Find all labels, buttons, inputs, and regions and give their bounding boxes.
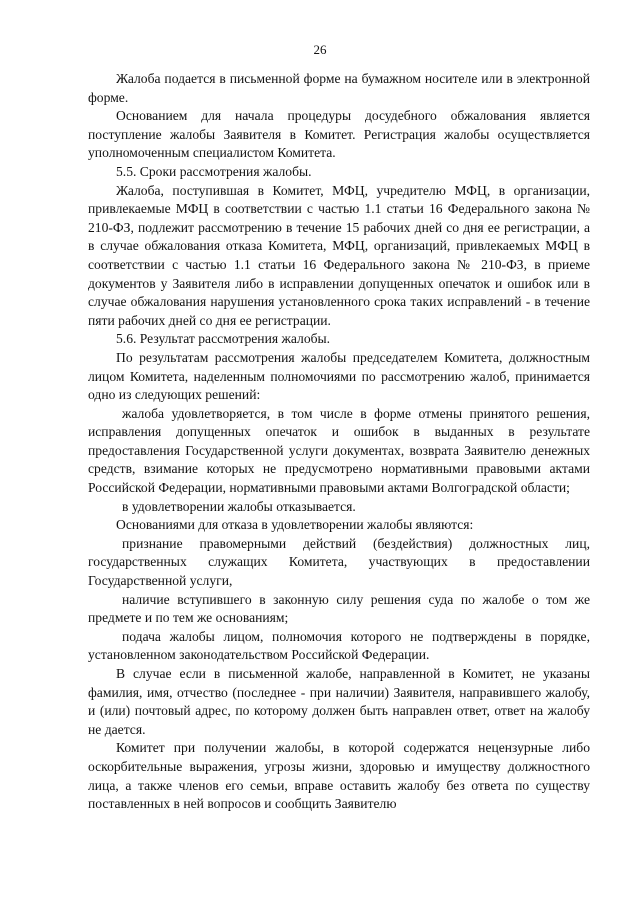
section-heading: 5.6. Результат рассмотрения жалобы.	[116, 331, 331, 347]
paragraph: жалоба удовлетворяется, в том числе в форме отмены принятого решения, исправления допущенных опечаток и ошибок в выданных в результате предоставления Государственной услуги документах, возврата Заявителю денежных средств, взимание которых не предусмотрено нормативными правовыми актами Российской Федерации, нормативными правовыми актами Волгоградской области;	[88, 405, 590, 496]
page-number: 26	[313, 42, 327, 57]
paragraph: в удовлетворении жалобы отказывается.	[122, 498, 356, 514]
paragraph: Основанием для начала процедуры досудебного обжалования является поступление жалобы Заявителя в Комитет. Регистрация жалобы осуществляется уполномоченным специалистом Комитета.	[88, 108, 590, 161]
paragraph: Жалоба подается в письменной форме на бумажном носителе или в электронной форме.	[88, 71, 590, 105]
paragraph: подача жалобы лицом, полномочия которого не подтверждены в порядке, установленном законодательством Российской Федерации.	[88, 628, 590, 663]
section-heading: 5.5. Сроки рассмотрения жалобы.	[116, 163, 312, 179]
document-body	[88, 70, 590, 814]
paragraph: Жалоба, поступившая в Комитет, МФЦ, учредителю МФЦ, в организации, привлекаемые МФЦ в соответствии с частью 1.1 статьи 16 Федерального закона № 210-ФЗ, подлежит рассмотрению в течение 15 рабочих дней со дня ее регистрации, а в случае обжалования отказа Комитета, МФЦ, организаций, привлекаемых МФЦ в соответствии с частью 1.1 статьи 16 Федерального закона № 210-ФЗ, в приеме документов у Заявителя либо в исправлении допущенных опечаток и ошибок или в случае обжалования нарушения установленного срока таких исправлений - в течение пяти рабочих дней со дня ее регистрации.	[88, 182, 590, 328]
paragraph: По результатам рассмотрения жалобы председателем Комитета, должностным лицом Комитета, наделенным полномочиями по рассмотрению жалоб, принимается одно из следующих решений:	[88, 349, 590, 403]
paragraph: Основаниями для отказа в удовлетворении жалобы являются:	[116, 517, 474, 533]
paragraph: Комитет при получении жалобы, в которой содержатся нецензурные либо оскорбительные выражения, угрозы жизни, здоровью и имуществу должностного лица, а также членов его семьи, вправе оставить жалобу без ответа по существу поставленных в ней вопросов и сообщить Заявителю	[88, 740, 590, 812]
paragraph: наличие вступившего в законную силу решения суда по жалобе о том же предмете и по тем же основаниям;	[88, 591, 590, 626]
paragraph: В случае если в письменной жалобе, направленной в Комитет, не указаны фамилия, имя, отчество (последнее - при наличии) Заявителя, направившего жалобу, и (или) почтовый адрес, по которому должен быть направлен ответ, ответ на жалобу не дается.	[88, 666, 590, 737]
paragraph: признание правомерными действий (бездействия) должностных лиц, государственных служащих Комитета, участвующих в предоставлении Государственной услуги,	[88, 535, 590, 589]
